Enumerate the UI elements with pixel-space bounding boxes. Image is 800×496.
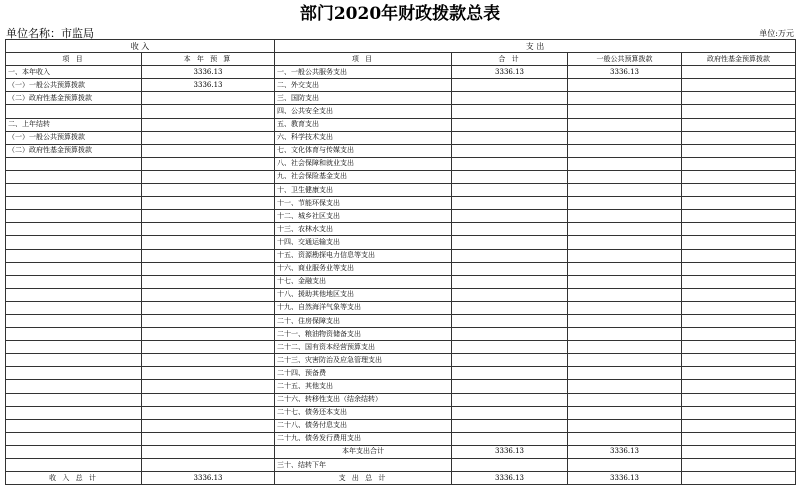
- expense-item-cell: 二十一、粮油物资储备支出: [275, 328, 452, 341]
- header-row-2: [6, 53, 796, 66]
- total-value-cell: [452, 210, 568, 223]
- fund-value-cell: [682, 105, 796, 118]
- table-row: [6, 79, 796, 92]
- expense-item-cell: 二十三、灾害防治及应急管理支出: [275, 354, 452, 367]
- income-value-cell: [142, 131, 275, 144]
- total-value-cell: [452, 380, 568, 393]
- general-value-cell: [568, 354, 682, 367]
- general-value-cell: [568, 393, 682, 406]
- income-value-cell: [142, 223, 275, 236]
- expense-item-cell: 十七、金融支出: [275, 275, 452, 288]
- total-value-cell: [452, 144, 568, 157]
- general-value-cell: [568, 314, 682, 327]
- fund-value-cell: [682, 79, 796, 92]
- total-value-cell: [452, 419, 568, 432]
- expense-total-value: 3336.13: [452, 472, 568, 485]
- income-item-cell: [6, 157, 142, 170]
- table-row: [6, 341, 796, 354]
- total-value-cell: [452, 236, 568, 249]
- table-row: [6, 419, 796, 432]
- income-item-cell: （二）政府性基金预算拨款: [6, 92, 142, 105]
- general-value-cell: [568, 419, 682, 432]
- income-item-cell: [6, 314, 142, 327]
- fund-value-cell: [682, 157, 796, 170]
- expense-item-cell: 二十五、其他支出: [275, 380, 452, 393]
- income-item-cell: [6, 406, 142, 419]
- general-value-cell: [568, 288, 682, 301]
- fund-value-cell: [682, 459, 796, 472]
- fund-value-cell: [682, 406, 796, 419]
- total-value-cell: [452, 262, 568, 275]
- income-value-cell: [142, 249, 275, 262]
- income-value-cell: [142, 380, 275, 393]
- expense-item-cell: 七、文化体育与传媒支出: [275, 144, 452, 157]
- table-row: [6, 170, 796, 183]
- table-row: [6, 459, 796, 472]
- unit-name: 单位名称：市监局: [6, 27, 94, 40]
- table-row: [6, 184, 796, 197]
- expense-item-cell: 二十二、国有资本经营预算支出: [275, 341, 452, 354]
- income-value-cell: [142, 354, 275, 367]
- total-value-cell: [452, 341, 568, 354]
- expense-item-cell: 二十六、转移性支出（结余结转）: [275, 393, 452, 406]
- income-item-cell: [6, 432, 142, 445]
- fund-value-cell: [682, 341, 796, 354]
- budget-table: [5, 39, 796, 485]
- total-value-cell: [452, 249, 568, 262]
- expense-item-cell: 二十九、债务发行费用支出: [275, 432, 452, 445]
- expense-item-cell: 二、外交支出: [275, 79, 452, 92]
- total-value-cell: [452, 223, 568, 236]
- income-value-cell: 3336.13: [142, 79, 275, 92]
- table-row: [6, 432, 796, 445]
- income-value-cell: [142, 170, 275, 183]
- income-value-cell: [142, 236, 275, 249]
- total-value-cell: [452, 406, 568, 419]
- income-value-cell: [142, 210, 275, 223]
- expense-item-cell: 三十、结转下年: [275, 459, 452, 472]
- fund-value-cell: [682, 288, 796, 301]
- expense-item-cell: 六、科学技术支出: [275, 131, 452, 144]
- total-value-cell: 3336.13: [452, 66, 568, 79]
- expense-item-cell: 十八、援助其他地区支出: [275, 288, 452, 301]
- total-value-cell: [452, 131, 568, 144]
- expense-total-label: 支 出 总 计: [275, 472, 452, 485]
- income-value-cell: [142, 406, 275, 419]
- general-value-cell: [568, 170, 682, 183]
- fund-value-cell: [682, 197, 796, 210]
- footer-row: [6, 472, 796, 485]
- income-value-cell: [142, 314, 275, 327]
- total-value-cell: [452, 328, 568, 341]
- general-value-cell: [568, 459, 682, 472]
- table-row: [6, 236, 796, 249]
- expense-item-cell: 一、一般公共服务支出: [275, 66, 452, 79]
- expense-item-cell: 四、公共安全支出: [275, 105, 452, 118]
- income-item-cell: [6, 445, 142, 458]
- income-value-cell: [142, 341, 275, 354]
- income-item-cell: [6, 223, 142, 236]
- header-row-1: [6, 40, 796, 53]
- total-value-cell: [452, 157, 568, 170]
- total-value-cell: [452, 367, 568, 380]
- expense-item-cell: 二十、住房保障支出: [275, 314, 452, 327]
- fund-value-cell: [682, 249, 796, 262]
- fund-value-cell: [682, 380, 796, 393]
- total-value-cell: 3336.13: [452, 445, 568, 458]
- income-value-cell: [142, 157, 275, 170]
- general-value-cell: [568, 131, 682, 144]
- expense-item-cell: 二十八、债务付息支出: [275, 419, 452, 432]
- income-value-cell: [142, 419, 275, 432]
- total-value-cell: [452, 184, 568, 197]
- general-total-value: 3336.13: [568, 472, 682, 485]
- table-row: [6, 367, 796, 380]
- total-value-cell: [452, 459, 568, 472]
- income-value-cell: [142, 184, 275, 197]
- table-row: [6, 66, 796, 79]
- income-item-header: 项 目: [6, 53, 142, 66]
- fund-value-cell: [682, 354, 796, 367]
- income-item-cell: [6, 170, 142, 183]
- income-item-cell: [6, 367, 142, 380]
- table-row: [6, 223, 796, 236]
- general-value-cell: [568, 210, 682, 223]
- fund-value-cell: [682, 131, 796, 144]
- table-row: [6, 157, 796, 170]
- income-item-cell: [6, 393, 142, 406]
- general-value-cell: 3336.13: [568, 445, 682, 458]
- income-value-cell: [142, 432, 275, 445]
- income-item-cell: [6, 459, 142, 472]
- fund-value-cell: [682, 328, 796, 341]
- income-total-value: 3336.13: [142, 472, 275, 485]
- general-value-cell: [568, 406, 682, 419]
- fund-value-cell: [682, 419, 796, 432]
- income-value-cell: [142, 367, 275, 380]
- general-value-cell: [568, 262, 682, 275]
- table-row: [6, 275, 796, 288]
- income-item-cell: [6, 380, 142, 393]
- table-row: [6, 144, 796, 157]
- table-row: [6, 393, 796, 406]
- table-row: [6, 249, 796, 262]
- income-item-cell: [6, 197, 142, 210]
- income-value-cell: [142, 459, 275, 472]
- fund-value-cell: [682, 314, 796, 327]
- fund-value-cell: [682, 262, 796, 275]
- expense-item-cell: 十四、交通运输支出: [275, 236, 452, 249]
- fund-value-cell: [682, 144, 796, 157]
- income-total-label: 收 入 总 计: [6, 472, 142, 485]
- table-row: [6, 314, 796, 327]
- income-value-cell: [142, 92, 275, 105]
- general-budget-header: 一般公共预算拨款: [568, 53, 682, 66]
- total-value-cell: [452, 288, 568, 301]
- income-item-cell: [6, 236, 142, 249]
- total-value-cell: [452, 275, 568, 288]
- total-value-cell: [452, 314, 568, 327]
- total-value-cell: [452, 79, 568, 92]
- table-row: [6, 197, 796, 210]
- fund-value-cell: [682, 393, 796, 406]
- unit-money: 单位:万元: [759, 29, 794, 38]
- income-value-cell: [142, 301, 275, 314]
- income-item-cell: [6, 184, 142, 197]
- fund-value-cell: [682, 210, 796, 223]
- general-value-cell: [568, 380, 682, 393]
- expense-item-cell: 十二、城乡社区支出: [275, 210, 452, 223]
- general-value-cell: [568, 301, 682, 314]
- total-value-cell: [452, 118, 568, 131]
- general-value-cell: [568, 92, 682, 105]
- expense-item-cell: 十、卫生健康支出: [275, 184, 452, 197]
- total-value-cell: [452, 432, 568, 445]
- income-item-cell: （一）一般公共预算拨款: [6, 79, 142, 92]
- expense-item-cell: 二十四、预备费: [275, 367, 452, 380]
- income-value-cell: [142, 445, 275, 458]
- fund-value-cell: [682, 445, 796, 458]
- total-value-cell: [452, 170, 568, 183]
- total-value-cell: [452, 92, 568, 105]
- total-value-cell: [452, 105, 568, 118]
- fund-value-cell: [682, 118, 796, 131]
- income-value-cell: [142, 393, 275, 406]
- expense-item-cell: 八、社会保障和就业支出: [275, 157, 452, 170]
- table-row: [6, 288, 796, 301]
- table-row: [6, 301, 796, 314]
- general-value-cell: [568, 157, 682, 170]
- total-value-cell: [452, 197, 568, 210]
- expense-item-cell: 十六、商业服务业等支出: [275, 262, 452, 275]
- expense-item-cell: 二十七、债务还本支出: [275, 406, 452, 419]
- income-value-cell: [142, 275, 275, 288]
- fund-value-cell: [682, 236, 796, 249]
- table-row: [6, 328, 796, 341]
- expense-item-cell: 十一、节能环保支出: [275, 197, 452, 210]
- table-row: [6, 406, 796, 419]
- fund-value-cell: [682, 66, 796, 79]
- total-header: 合 计: [452, 53, 568, 66]
- income-value-cell: 3336.13: [142, 66, 275, 79]
- expense-item-cell: 本年支出合计: [275, 445, 452, 458]
- general-value-cell: [568, 367, 682, 380]
- general-value-cell: [568, 184, 682, 197]
- general-value-cell: [568, 328, 682, 341]
- income-item-cell: （一）一般公共预算拨款: [6, 131, 142, 144]
- table-row: [6, 262, 796, 275]
- expense-item-cell: 五、教育支出: [275, 118, 452, 131]
- table-row: [6, 92, 796, 105]
- fund-total-value: [682, 472, 796, 485]
- total-value-cell: [452, 301, 568, 314]
- income-item-cell: [6, 105, 142, 118]
- general-value-cell: [568, 275, 682, 288]
- income-item-cell: 一、本年收入: [6, 66, 142, 79]
- general-value-cell: [568, 144, 682, 157]
- table-row: [6, 445, 796, 458]
- fund-value-cell: [682, 275, 796, 288]
- income-item-cell: [6, 419, 142, 432]
- expense-item-cell: 十三、农林水支出: [275, 223, 452, 236]
- income-item-cell: [6, 301, 142, 314]
- total-value-cell: [452, 354, 568, 367]
- income-item-cell: [6, 354, 142, 367]
- general-value-cell: [568, 79, 682, 92]
- expense-item-cell: 十九、自然海洋气象等支出: [275, 301, 452, 314]
- fund-value-cell: [682, 432, 796, 445]
- general-value-cell: [568, 105, 682, 118]
- income-value-cell: [142, 105, 275, 118]
- fund-value-cell: [682, 184, 796, 197]
- fund-value-cell: [682, 223, 796, 236]
- general-value-cell: [568, 249, 682, 262]
- fund-value-cell: [682, 92, 796, 105]
- income-item-cell: （二）政府性基金预算拨款: [6, 144, 142, 157]
- income-value-cell: [142, 118, 275, 131]
- general-value-cell: [568, 223, 682, 236]
- expense-item-cell: 十五、资源勘探电力信息等支出: [275, 249, 452, 262]
- fund-value-cell: [682, 301, 796, 314]
- general-value-cell: [568, 432, 682, 445]
- income-item-cell: [6, 328, 142, 341]
- expense-item-cell: 九、社会保险基金支出: [275, 170, 452, 183]
- income-item-cell: [6, 262, 142, 275]
- fund-value-cell: [682, 367, 796, 380]
- total-value-cell: [452, 393, 568, 406]
- general-value-cell: 3336.13: [568, 66, 682, 79]
- income-item-cell: [6, 210, 142, 223]
- table-row: [6, 118, 796, 131]
- page-title: 部门2020年财政拨款总表: [299, 4, 501, 24]
- general-value-cell: [568, 118, 682, 131]
- income-item-cell: [6, 275, 142, 288]
- income-value-cell: [142, 288, 275, 301]
- table-row: [6, 105, 796, 118]
- income-item-cell: [6, 288, 142, 301]
- expense-item-header: 项 目: [275, 53, 452, 66]
- table-row: [6, 380, 796, 393]
- income-item-cell: [6, 341, 142, 354]
- gov-fund-header: 政府性基金预算拨款: [682, 53, 796, 66]
- general-value-cell: [568, 341, 682, 354]
- current-budget-header: 本 年 预 算: [142, 53, 275, 66]
- table-row: [6, 354, 796, 367]
- income-value-cell: [142, 144, 275, 157]
- table-row: [6, 131, 796, 144]
- table-row: [6, 210, 796, 223]
- income-value-cell: [142, 262, 275, 275]
- income-item-cell: 二、上年结转: [6, 118, 142, 131]
- income-value-cell: [142, 197, 275, 210]
- income-item-cell: [6, 249, 142, 262]
- expense-item-cell: 三、国防支出: [275, 92, 452, 105]
- general-value-cell: [568, 236, 682, 249]
- fund-value-cell: [682, 170, 796, 183]
- income-header: 收 入: [6, 40, 275, 53]
- expense-header: 支 出: [275, 40, 796, 53]
- income-value-cell: [142, 328, 275, 341]
- general-value-cell: [568, 197, 682, 210]
